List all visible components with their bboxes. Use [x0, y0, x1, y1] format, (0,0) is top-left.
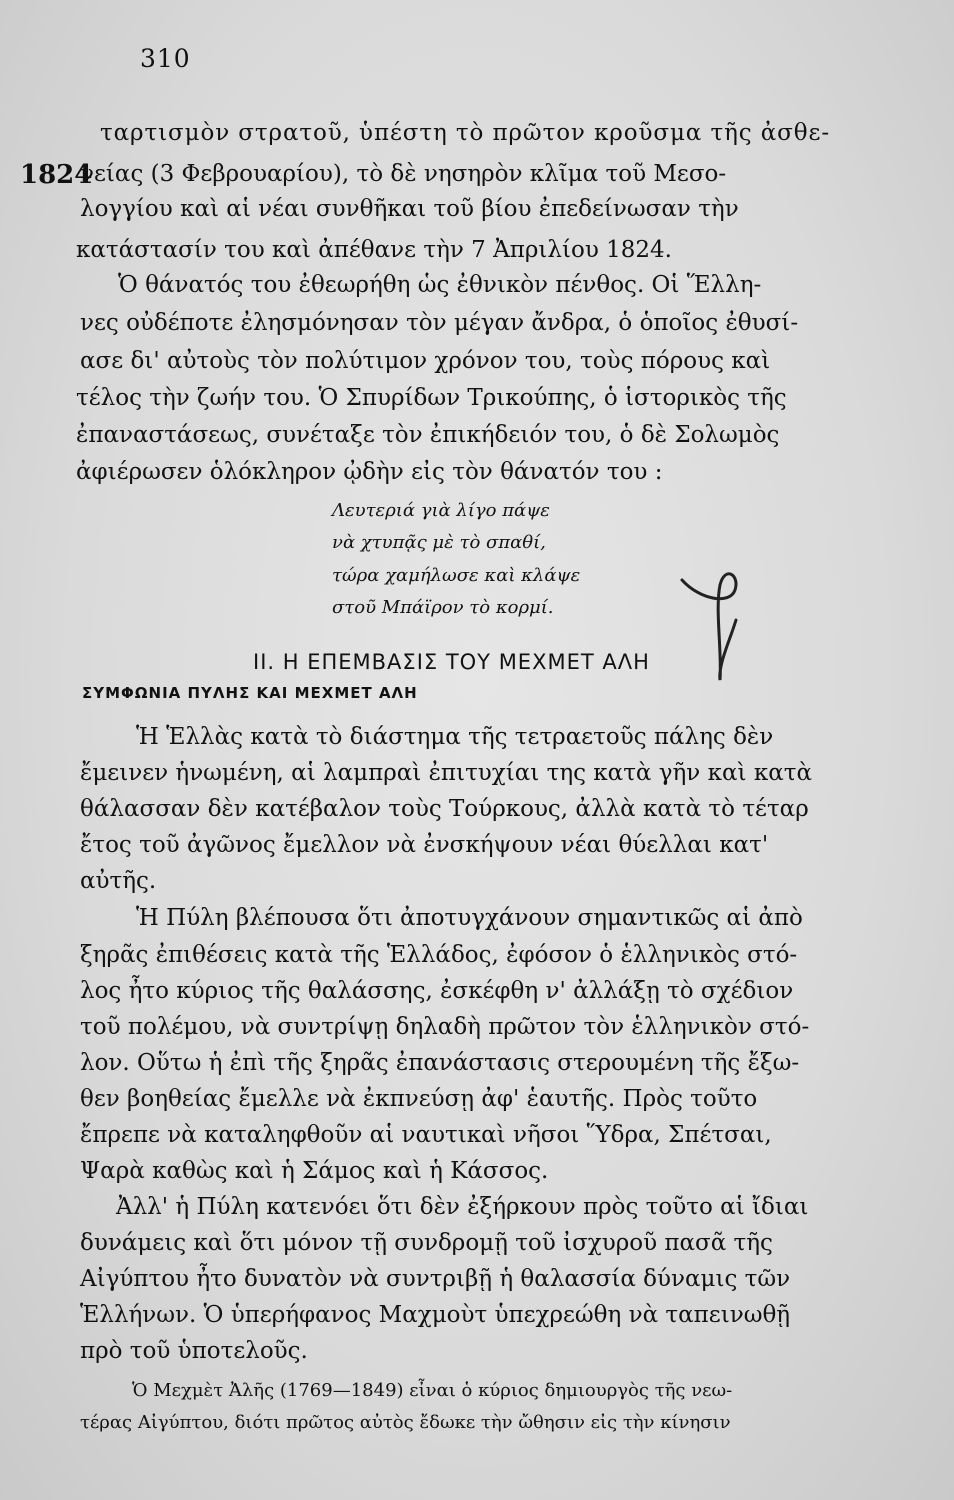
page-number: 310 — [140, 44, 191, 73]
text-line: λον. Οὕτω ἡ ἐπὶ τῆς ξηρᾶς ἐπανάστασις στερουμένη τῆς ἔξω- — [80, 1050, 800, 1076]
footnote-line: Ὁ Μεχμὲτ Ἀλῆς (1769—1849) εἶναι ὁ κύριος δημιουργὸς τῆς νεω- — [132, 1380, 733, 1401]
poem-line: Λευτεριά γιὰ λίγο πάψε — [332, 500, 550, 521]
text-line: θεν βοηθείας ἔμελλε νὰ ἐκπνεύσῃ ἀφ' ἑαυτῆς. Πρὸς τοῦτο — [80, 1086, 758, 1112]
text-line: αὐτῆς. — [80, 868, 157, 894]
text-line: ταρτισμὸν στρατοῦ, ὑπέστη τὸ πρῶτον κροῦσμα τῆς ἀσθε- — [100, 120, 831, 146]
text-line: τοῦ πολέμου, νὰ συντρίψῃ δηλαδὴ πρῶτον τὸν ἑλληνικὸν στό- — [80, 1014, 810, 1040]
text-line: ξηρᾶς ἐπιθέσεις κατὰ τῆς Ἑλλάδος, ἐφόσον ὁ ἑλληνικὸς στό- — [80, 942, 798, 968]
poem-line: στοῦ Μπάϊρον τὸ κορμί. — [332, 597, 554, 618]
text-line: πρὸ τοῦ ὑποτελοῦς. — [80, 1338, 308, 1364]
handwritten-mark — [680, 560, 770, 690]
text-line: νείας (3 Φεβρουαρίου), τὸ δὲ νησηρὸν κλῖμα τοῦ Μεσο- — [80, 161, 727, 187]
text-line: θάλασσαν δὲν κατέβαλον τοὺς Τούρκους, ἀλλὰ κατὰ τὸ τέταρ — [80, 796, 809, 822]
poem-line: νὰ χτυπᾷς μὲ τὸ σπαθί, — [332, 532, 546, 553]
footnote-line: τέρας Αἰγύπτου, διότι πρῶτος αὐτὸς ἔδωκε τὴν ὤθησιν εἰς τὴν κίνησιν — [80, 1412, 731, 1433]
text-line: ἔμεινεν ἡνωμένη, αἱ λαμπραὶ ἐπιτυχίαι της κατὰ γῆν καὶ κατὰ — [80, 760, 812, 786]
text-line: Ἀλλ' ἡ Πύλη κατενόει ὅτι δὲν ἐξήρκουν πρὸς τοῦτο αἱ ἴδιαι — [116, 1194, 809, 1220]
text-line: Ὁ θάνατός του ἐθεωρήθη ὡς ἐθνικὸν πένθος. Οἱ Ἕλλη- — [118, 272, 762, 298]
poem-line: τώρα χαμήλωσε καὶ κλάψε — [332, 565, 581, 586]
text-line: ἐπαναστάσεως, συνέταξε τὸν ἐπικήδειόν του, ὁ δὲ Σολωμὸς — [76, 422, 780, 448]
sub-heading: ΣΥΜΦΩΝΙΑ ΠΥΛΗΣ ΚΑΙ ΜΕΧΜΕΤ ΑΛΗ — [82, 684, 418, 702]
text-line: ἀφιέρωσεν ὁλόκληρον ᾠδὴν εἰς τὸν θάνατόν του : — [76, 459, 663, 485]
text-line: Ψαρὰ καθὼς καὶ ἡ Σάμος καὶ ἡ Κάσσος. — [80, 1158, 549, 1184]
text-line: δυνάμεις καὶ ὅτι μόνον τῇ συνδρομῇ τοῦ ἰσχυροῦ πασᾶ τῆς — [80, 1230, 773, 1256]
text-line: ασε δι' αὐτοὺς τὸν πολύτιμον χρόνον του, τοὺς πόρους καὶ — [80, 348, 771, 374]
text-line: Ἡ Ἑλλὰς κατὰ τὸ διάστημα τῆς τετραετοῦς πάλης δὲν — [136, 724, 774, 750]
text-line: κατάστασίν του καὶ ἀπέθανε τὴν 7 Ἀπριλίου 1824. — [76, 237, 672, 263]
text-line: ἔτος τοῦ ἀγῶνος ἔμελλον νὰ ἐνσκήψουν νέαι θύελλαι κατ' — [80, 832, 769, 858]
text-line: τέλος τὴν ζωήν του. Ὁ Σπυρίδων Τρικούπης, ὁ ἱστορικὸς τῆς — [76, 385, 787, 411]
text-line: Ἡ Πύλη βλέπουσα ὅτι ἀποτυγχάνουν σημαντικῶς αἱ ἀπὸ — [136, 905, 803, 931]
text-line: λος ἦτο κύριος τῆς θαλάσσης, ἐσκέφθη ν' ἀλλάξῃ τὸ σχέδιον — [80, 978, 794, 1004]
text-line: νες οὐδέποτε ἐλησμόνησαν τὸν μέγαν ἄνδρα, ὁ ὁποῖος ἐθυσί- — [80, 310, 799, 336]
section-heading: II. Η ΕΠΕΜΒΑΣΙΣ ΤΟΥ ΜΕΧΜΕΤ ΑΛΗ — [253, 650, 650, 674]
text-line: ἔπρεπε νὰ καταληφθοῦν αἱ ναυτικαὶ νῆσοι Ὕδρα, Σπέτσαι, — [80, 1122, 772, 1148]
text-line: λογγίου καὶ αἱ νέαι συνθῆκαι τοῦ βίου ἐπεδείνωσαν τὴν — [80, 196, 739, 222]
text-line: Αἰγύπτου ἦτο δυνατὸν νὰ συντριβῇ ἡ θαλασσία δύναμις τῶν — [80, 1266, 791, 1292]
text-line: Ἑλλήνων. Ὁ ὑπερήφανος Μαχμοὺτ ὑπεχρεώθη νὰ ταπεινωθῇ — [80, 1302, 791, 1328]
margin-year-note: 1824 — [20, 160, 93, 190]
